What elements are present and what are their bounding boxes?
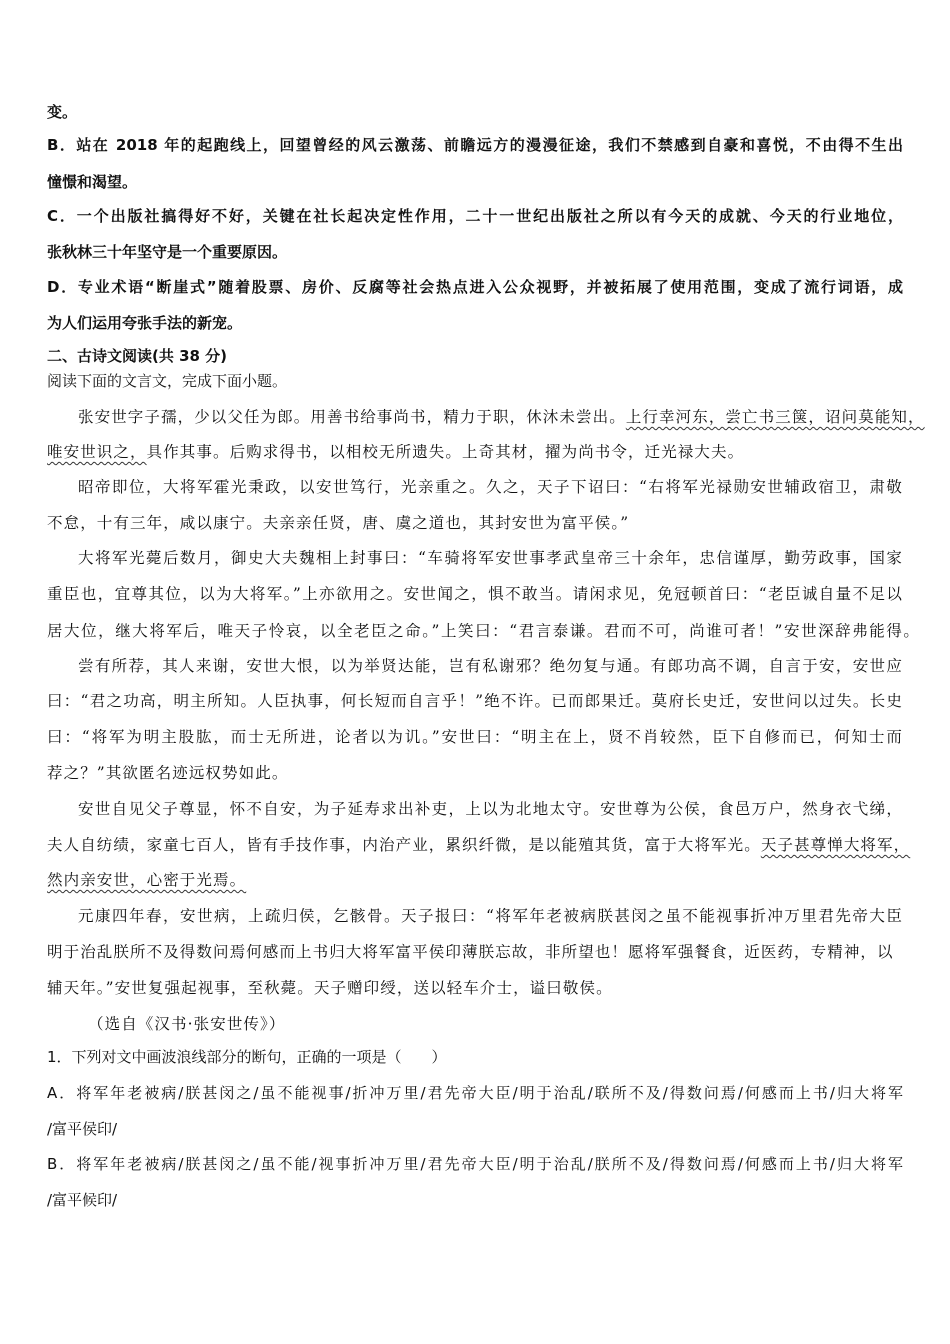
passage-p2-line2: 不怠，十有三年，咸以康宁。夫亲亲任贤，唐、虞之道也，其封安世为富平侯。” xyxy=(47,514,630,532)
passage-p4-line2: 曰：“君之功高，明主所知。人臣执事，何长短而自言乎！”绝不许。已而郎果迁。莫府长史迁，安世问以过失。长史 xyxy=(47,692,903,710)
passage-p1-line2: 唯安世识之，具作其事。后购求得书，以相校无所遗失。上奇其材，擢为尚书令，迁光禄大夫。 xyxy=(47,443,745,461)
passage-p4-line4: 荐之？”其欲匿名迹远权势如此。 xyxy=(47,764,289,782)
option-d-line1: D．专业术语“断崖式”随着股票、房价、反腐等社会热点进入公众视野，并被拓展了使用范围，变成了流行词语，成 xyxy=(47,278,903,296)
wavy-underline-segment: 上行幸河东，尝亡书三箧，诏问莫能知， xyxy=(625,408,925,426)
question-option-a-line1: A．将军年老被病/朕甚闵之/虽不能视事/折冲万里/君先帝大臣/明于治乱/联所不及/得数问焉/何感而上书/归大将军 xyxy=(47,1084,903,1102)
option-c-line2: 张秋林三十年坚守是一个重要原因。 xyxy=(47,243,288,261)
passage-p3-line1: 大将军光薨后数月，御史大夫魏相上封事曰：“车骑将军安世事孝武皇帝三十余年，忠信谨厚，勤劳政事，国家 xyxy=(78,549,903,567)
passage-p4-line3: 曰：“将军为明主股肱，而士无所进，论者以为讥。”安世曰：“明主在上，贤不肖较然，臣下自修而已，何知士而 xyxy=(47,728,903,746)
option-c-tail: 变。 xyxy=(47,103,78,121)
question-option-a-line2: /富平侯印/ xyxy=(47,1120,118,1138)
passage-source: （选自《汉书·张安世传》） xyxy=(88,1015,286,1033)
wavy-underline-segment: 天子甚尊惮大将军， xyxy=(760,836,911,854)
passage-p5-line1: 安世自见父子尊显，怀不自安，为子延寿求出补吏，上以为北地太守。安世尊为公侯，食邑万户，然身衣弋绨， xyxy=(78,800,903,818)
option-b-line1: B．站在 2018 年的起跑线上，回望曾经的风云激荡、前瞻远方的漫漫征途，我们不禁感到自豪和喜悦，不由得不生出 xyxy=(47,136,903,154)
wavy-underline-segment: 然内亲安世，心密于光焉。 xyxy=(47,871,247,889)
passage-p2-line1: 昭帝即位，大将军霍光秉政，以安世笃行，光亲重之。久之，天子下诏曰：“右将军光禄勋安世辅政宿卫，肃敬 xyxy=(78,478,903,496)
passage-p3-line2: 重臣也，宜尊其位，以为大将军。”上亦欲用之。安世闻之，惧不敢当。请闲求见，免冠顿首曰：“老臣诚自量不足以 xyxy=(47,585,903,603)
passage-p5-line3 xyxy=(47,869,950,891)
passage-p1-line1: 张安世字子孺，少以父任为郎。用善书给事尚书，精力于职，休沐未尝出。上行幸河东，尝亡书三箧，诏问莫能知， xyxy=(78,408,925,426)
section-heading: 二、古诗文阅读(共 38 分) xyxy=(47,347,228,365)
option-b-line2: 憧憬和渴望。 xyxy=(47,173,138,191)
option-c-line1: C．一个出版社搞得好不好，关键在社长起决定性作用，二十一世纪出版社之所以有今天的成就、今天的行业地位， xyxy=(47,207,903,225)
wavy-underline-segment: 唯安世识之， xyxy=(47,443,147,461)
passage-p3-line3: 居大位，继大将军后，唯天子怜哀，以全老臣之命。”上笑曰：“君言泰谦。君而不可，尚谁可者！”安世深辞弗能得。 xyxy=(47,622,920,640)
question-option-b-line1: B．将军年老被病/朕甚闵之/虽不能/视事折冲万里/君先帝大臣/明于治乱/朕所不及/得数问焉/何感而上书/归大将军 xyxy=(47,1155,903,1173)
option-d-line2: 为人们运用夸张手法的新宠。 xyxy=(47,314,243,332)
section-instruction: 阅读下面的文言文，完成下面小题。 xyxy=(47,372,288,390)
passage-p5-line2: 夫人自纺绩，家童七百人，皆有手技作事，内治产业，累织纤微，是以能殖其货，富于大将军光。天子甚尊惮大将军， xyxy=(47,836,911,854)
passage-p6-line3: 辅天年。”安世复强起视事，至秋薨。天子赠印绶，送以轻车介士，谥曰敬侯。 xyxy=(47,979,613,997)
question-stem: 1．下列对文中画波浪线部分的断句，正确的一项是（ ） xyxy=(47,1048,447,1066)
passage-p6-line2: 明于治乱朕所不及得数问焉何感而上书归大将军富平侯印薄朕忘故，非所望也！愿将军强餐食，近医药，专精神，以 xyxy=(47,943,894,961)
passage-p4-line1: 尝有所荐，其人来谢，安世大恨，以为举贤达能，岂有私谢邪？绝勿复与通。有郎功高不调，自言于安，安世应 xyxy=(78,657,903,675)
passage-p6-line1: 元康四年春，安世病，上疏归侯，乞骸骨。天子报曰：“将军年老被病朕甚闵之虽不能视事折冲万里君先帝大臣 xyxy=(78,907,903,925)
question-option-b-line2: /富平候印/ xyxy=(47,1191,118,1209)
